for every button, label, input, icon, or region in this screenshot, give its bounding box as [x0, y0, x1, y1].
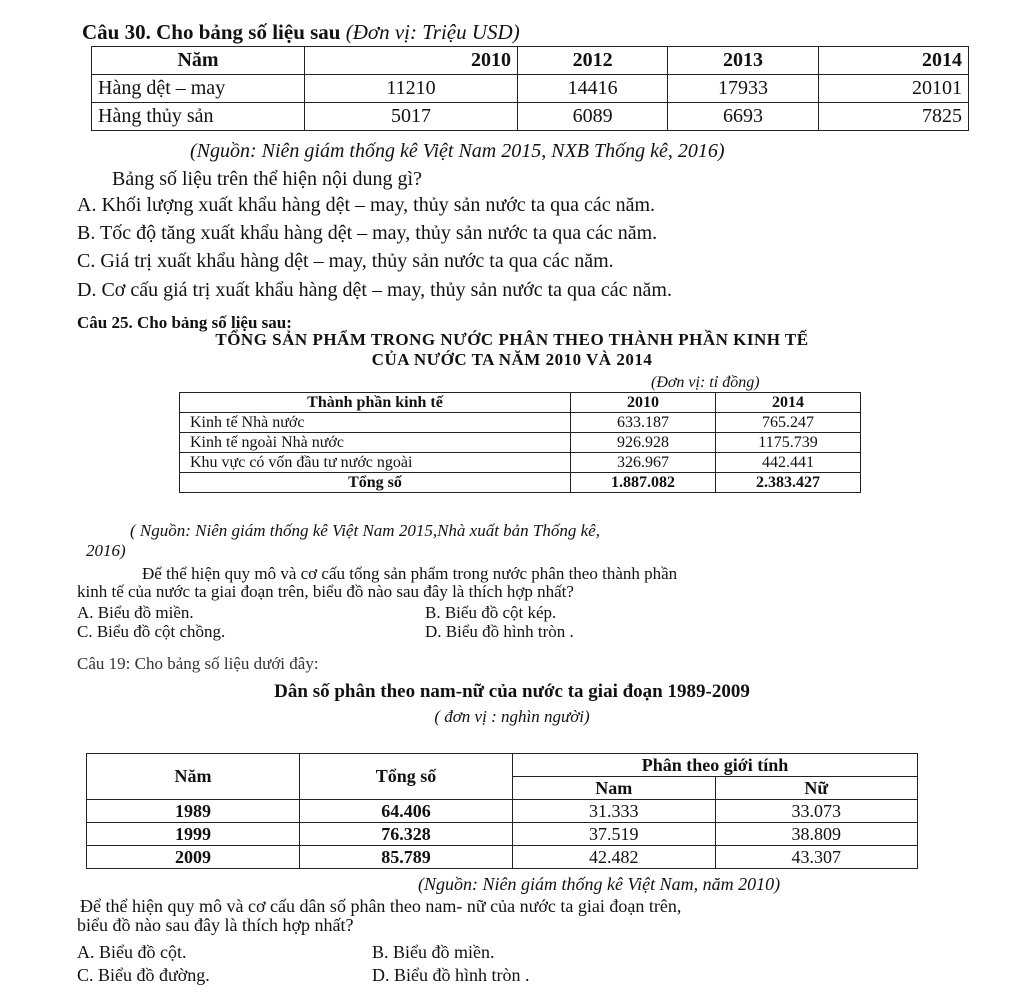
table-header-cell: 2013	[668, 47, 818, 75]
table-cell: 326.967	[571, 453, 716, 473]
q30-source: (Nguồn: Niên giám thống kê Việt Nam 2015, NXB Thống kê, 2016)	[190, 140, 725, 162]
table-cell: 1175.739	[716, 433, 861, 453]
q19-title	[77, 654, 319, 674]
table-cell: 1.887.082	[571, 473, 716, 493]
table-cell: 76.328	[300, 823, 513, 846]
table-row	[92, 103, 969, 131]
table-cell: 64.406	[300, 800, 513, 823]
q25-title-text: Câu 25. Cho bảng số liệu sau:	[77, 313, 292, 332]
table-cell: 765.247	[716, 413, 861, 433]
q19-heading: Dân số phân theo nam-nữ của nước ta giai đoạn 1989-2009	[274, 681, 750, 702]
table-row	[180, 413, 861, 433]
table-header-cell: Thành phần kinh tế	[180, 393, 571, 413]
table-row	[92, 75, 969, 103]
q25-table	[179, 392, 861, 493]
table-cell: 14416	[518, 75, 668, 103]
q25-heading-line2: CỦA NƯỚC TA NĂM 2010 VÀ 2014	[371, 350, 653, 369]
table-cell: 85.789	[300, 846, 513, 869]
q25-source-line2: 2016)	[86, 541, 126, 560]
table-cell: Tổng số	[180, 473, 571, 493]
table-header-cell: Năm	[92, 47, 305, 75]
table-cell: 2009	[87, 846, 300, 869]
q30-title	[82, 20, 520, 45]
table-cell: 7825	[818, 103, 968, 131]
q25-option-b: B. Biểu đồ cột kép.	[425, 603, 557, 622]
q19-source: (Nguồn: Niên giám thống kê Việt Nam, năm 2010)	[418, 874, 781, 894]
q30-title-text: Câu 30. Cho bảng số liệu sau	[82, 20, 341, 44]
table-cell: 38.809	[715, 823, 918, 846]
q25-option-a: A. Biểu đồ miền.	[77, 603, 194, 622]
table-header-cell: 2014	[716, 393, 861, 413]
q25-option-d: D. Biểu đồ hình tròn .	[425, 622, 574, 641]
table-cell: 5017	[305, 103, 518, 131]
table-cell: 42.482	[513, 846, 716, 869]
q19-option-d: D. Biểu đồ hình tròn .	[372, 965, 530, 985]
q30-question: Bảng số liệu trên thể hiện nội dung gì?	[112, 168, 422, 190]
table-cell: 33.073	[715, 800, 918, 823]
q19-option-b: B. Biểu đồ miền.	[372, 942, 495, 962]
q25-unit: (Đơn vị: tỉ đồng)	[651, 374, 760, 391]
q30-option-a: A. Khối lượng xuất khẩu hàng dệt – may, thủy sản nước ta qua các năm.	[77, 194, 656, 216]
table-header-cell: Nam	[513, 777, 716, 800]
q19-unit: ( đơn vị : nghìn người)	[434, 707, 590, 726]
q30-table	[91, 46, 969, 131]
q30-option-d: D. Cơ cấu giá trị xuất khẩu hàng dệt – may, thủy sản nước ta qua các năm.	[77, 279, 672, 301]
q25-option-c: C. Biểu đồ cột chồng.	[77, 622, 226, 641]
table-cell: 442.441	[716, 453, 861, 473]
q19-option-a: A. Biểu đồ cột.	[77, 942, 187, 962]
table-cell: 11210	[305, 75, 518, 103]
table-row	[180, 433, 861, 453]
table-total-row	[180, 473, 861, 493]
table-cell: Hàng thủy sản	[92, 103, 305, 131]
table-cell: 43.307	[715, 846, 918, 869]
table-cell: Hàng dệt – may	[92, 75, 305, 103]
q19-question-line2: biểu đồ nào sau đây là thích hợp nhất?	[77, 915, 354, 935]
q19-question-line1: Để thể hiện quy mô và cơ cấu dân số phân theo nam- nữ của nước ta giai đoạn trên,	[80, 896, 682, 916]
q19-option-c: C. Biểu đồ đường.	[77, 965, 210, 985]
q30-unit: (Đơn vị: Triệu USD)	[345, 20, 520, 44]
table-row	[87, 823, 918, 846]
table-cell: 1989	[87, 800, 300, 823]
table-cell: 31.333	[513, 800, 716, 823]
table-cell: 926.928	[571, 433, 716, 453]
table-cell: Kinh tế Nhà nước	[180, 413, 571, 433]
table-header-cell: 2014	[818, 47, 968, 75]
q25-heading-line1: TỔNG SẢN PHẨM TRONG NƯỚC PHÂN THEO THÀNH PHẦN KINH TẾ	[215, 330, 809, 349]
q19-table	[86, 753, 918, 869]
table-cell: Kinh tế ngoài Nhà nước	[180, 433, 571, 453]
q19-title-text: Câu 19: Cho bảng số liệu dưới đây:	[77, 654, 319, 673]
q30-option-b: B. Tốc độ tăng xuất khẩu hàng dệt – may, thủy sản nước ta qua các năm.	[77, 222, 658, 244]
table-header-cell: 2010	[305, 47, 518, 75]
table-cell: 2.383.427	[716, 473, 861, 493]
table-cell: 37.519	[513, 823, 716, 846]
q25-question-line1: Để thể hiện quy mô và cơ cấu tổng sản phẩm trong nước phân theo thành phần	[142, 564, 678, 583]
q25-header-row	[180, 393, 861, 413]
table-row	[87, 846, 918, 869]
table-cell: 1999	[87, 823, 300, 846]
table-row	[87, 800, 918, 823]
table-cell: 20101	[818, 75, 968, 103]
table-cell: 633.187	[571, 413, 716, 433]
q30-option-c: C. Giá trị xuất khẩu hàng dệt – may, thủy sản nước ta qua các năm.	[77, 250, 614, 272]
table-header-cell: 2010	[571, 393, 716, 413]
table-row	[180, 453, 861, 473]
table-header-cell: Năm	[87, 754, 300, 800]
table-cell: 6693	[668, 103, 818, 131]
table-cell: Khu vực có vốn đầu tư nước ngoài	[180, 453, 571, 473]
q25-source-line1: ( Nguồn: Niên giám thống kê Việt Nam 2015,Nhà xuất bản Thống kê,	[130, 521, 600, 540]
table-cell: 6089	[518, 103, 668, 131]
table-header-cell: 2012	[518, 47, 668, 75]
table-cell: 17933	[668, 75, 818, 103]
q19-header-row	[87, 754, 918, 777]
q30-header-row	[92, 47, 969, 75]
table-header-cell: Phân theo giới tính	[513, 754, 918, 777]
table-header-cell: Tổng số	[300, 754, 513, 800]
table-header-cell: Nữ	[715, 777, 918, 800]
q25-question-line2: kinh tế của nước ta giai đoạn trên, biểu đồ nào sau đây là thích hợp nhất?	[77, 582, 574, 601]
